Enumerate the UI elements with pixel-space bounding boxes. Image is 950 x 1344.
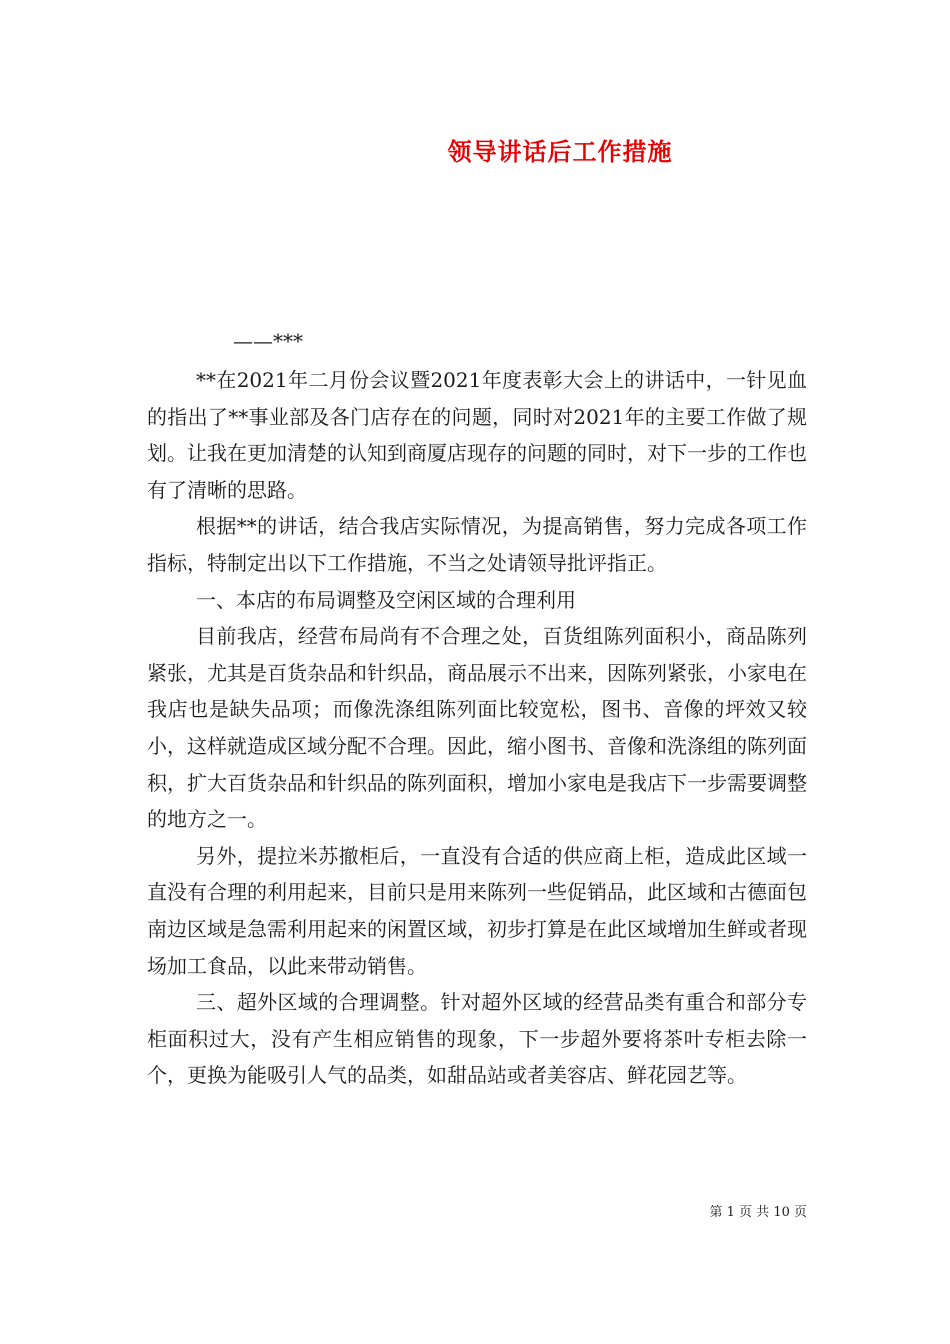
paragraph: 另外，提拉米苏撤柜后，一直没有合适的供应商上柜，造成此区域一直没有合理的利用起来，目前只是用来陈列一些促销品，此区域和古德面包南边区域是急需利用起来的闲置区域，初步打算是在此区域增加生鲜或者现场加工食品，以此来带动销售。 — [147, 843, 807, 978]
paragraph: **在2021年二月份会议暨2021年度表彰大会上的讲话中，一针见血的指出了**事业部及各门店存在的问题，同时对2021年的主要工作做了规划。让我在更加清楚的认知到商厦店现存的问题的同时，对下一步的工作也有了清晰的思路。 — [147, 368, 807, 502]
section-heading: 一、本店的布局调整及空闲区域的合理利用 — [196, 587, 576, 612]
paragraph: 三、超外区域的合理调整。针对超外区域的经营品类有重合和部分专柜面积过大，没有产生相应销售的现象，下一步超外要将茶叶专柜去除一个，更换为能吸引人气的品类，如甜品站或者美容店、鲜花园艺等。 — [147, 990, 807, 1088]
paragraph: 根据**的讲话，结合我店实际情况，为提高销售，努力完成各项工作指标，特制定出以下工作措施，不当之处请领导批评指正。 — [147, 514, 807, 575]
document-body — [147, 362, 807, 1094]
document-title: 领导讲话后工作措施 — [447, 137, 673, 166]
page-number-footer: 第 1 页 共 10 页 — [709, 1205, 807, 1220]
paragraph: 目前我店，经营布局尚有不合理之处，百货组陈列面积小，商品陈列紧张，尤其是百货杂品和针织品，商品展示不出来，因陈列紧张，小家电在我店也是缺失品项；而像洗涤组陈列面比较宽松，图书、音像的坪效又较小，这样就造成区域分配不合理。因此，缩小图书、音像和洗涤组的陈列面积，扩大百货杂品和针织品的陈列面积，增加小家电是我店下一步需要调整的地方之一。 — [147, 624, 807, 832]
author-line: ——*** — [233, 329, 303, 353]
